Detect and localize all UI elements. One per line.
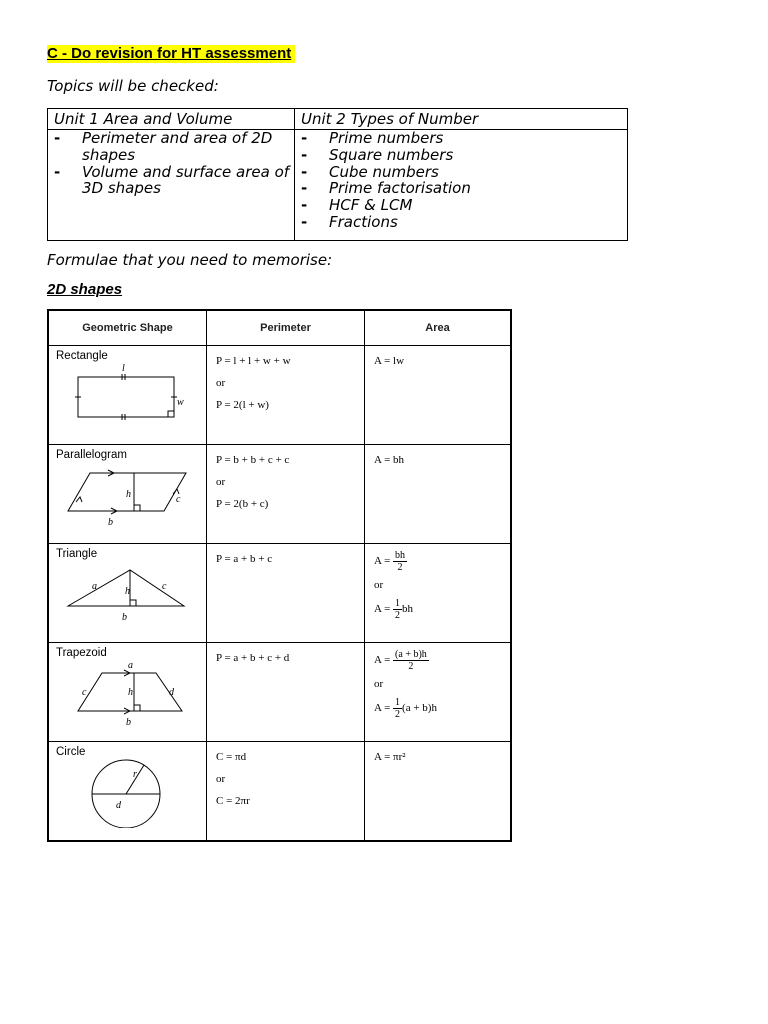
label-b: b (122, 612, 127, 623)
table-row (48, 445, 511, 544)
area-formula-alt: A = $\frac{1}{2}$ bh (374, 597, 414, 621)
label-w: w (177, 397, 184, 408)
header-perimeter: Perimeter (207, 310, 365, 346)
label-h: h (128, 687, 133, 698)
list-item: - Perimeter and area of 2D shapes (54, 130, 294, 164)
shape-name: Rectangle (56, 350, 108, 362)
label-h: h (125, 586, 130, 597)
shape-name: Circle (56, 746, 86, 758)
perimeter-formula: P = a + b + c + d (216, 652, 290, 664)
list-item: - Fractions (301, 214, 627, 231)
circumference-formula: C = πd (216, 751, 247, 763)
label-c: c (162, 581, 167, 592)
label-r: r (133, 769, 137, 780)
or-label: or (374, 579, 384, 591)
area-formula: A = πr² (374, 751, 406, 763)
perimeter-formula: P = l + l + w + w (216, 355, 291, 367)
list-item: - Cube numbers (301, 164, 627, 181)
label-c: c (82, 687, 87, 698)
area-formula: A = $\frac{(a + b)h}{2}$ (374, 648, 427, 672)
area-formula: A = lw (374, 355, 405, 367)
table-row (48, 544, 511, 643)
shape-name: Parallelogram (56, 449, 127, 461)
label-b: b (126, 717, 131, 728)
label-h: h (126, 489, 131, 500)
table-row (48, 346, 511, 445)
perimeter-formula: P = a + b + c (216, 553, 273, 565)
formula-table (47, 309, 512, 842)
perimeter-formula: P = b + b + c + c (216, 454, 290, 466)
label-l: l (122, 363, 125, 374)
circle-diagram (56, 758, 196, 828)
label-a: a (128, 660, 133, 671)
label-c: c (176, 494, 181, 505)
or-label: or (374, 678, 384, 690)
area-formula: A = bh (374, 454, 405, 466)
unit2-title: Unit 2 Types of Number (295, 109, 628, 130)
perimeter-formula-alt: P = 2(b + c) (216, 498, 269, 510)
label-d: d (116, 800, 121, 811)
list-item: - Square numbers (301, 147, 627, 164)
triangle-diagram (56, 560, 196, 630)
list-item: - Volume and surface area of 3D shapes (54, 164, 294, 198)
label-a: a (92, 581, 97, 592)
circumference-formula-alt: C = 2πr (216, 795, 250, 807)
shape-name: Triangle (56, 548, 98, 560)
formulae-intro: Formulae that you need to memorise: (47, 251, 333, 269)
or-label: or (216, 773, 226, 785)
topics-intro: Topics will be checked: (47, 77, 219, 95)
page-heading: C - Do revision for HT assessment (47, 45, 295, 63)
or-label: or (216, 476, 226, 488)
unit2-topics (295, 130, 628, 241)
unit1-topics (48, 130, 295, 241)
list-item: - HCF & LCM (301, 197, 627, 214)
trapezoid-diagram (56, 659, 196, 729)
unit1-title: Unit 1 Area and Volume (48, 109, 295, 130)
list-item: - Prime numbers (301, 130, 627, 147)
perimeter-formula-alt: P = 2(l + w) (216, 399, 269, 411)
shape-name: Trapezoid (56, 647, 107, 659)
topics-table (47, 108, 628, 241)
area-formula: A = $\frac{bh}{2}$ (374, 549, 406, 573)
list-item: - Prime factorisation (301, 180, 627, 197)
rectangle-diagram (56, 362, 196, 432)
parallelogram-diagram (56, 461, 196, 531)
or-label: or (216, 377, 226, 389)
header-shape: Geometric Shape (48, 310, 207, 346)
area-formula-alt: A = $\frac{1}{2}$ (a + b)h (374, 696, 437, 720)
table-row (48, 742, 511, 842)
label-b: b (108, 517, 113, 528)
section-title: 2D shapes (47, 281, 123, 298)
label-d: d (169, 687, 174, 698)
table-row (48, 643, 511, 742)
header-area: Area (365, 310, 512, 346)
